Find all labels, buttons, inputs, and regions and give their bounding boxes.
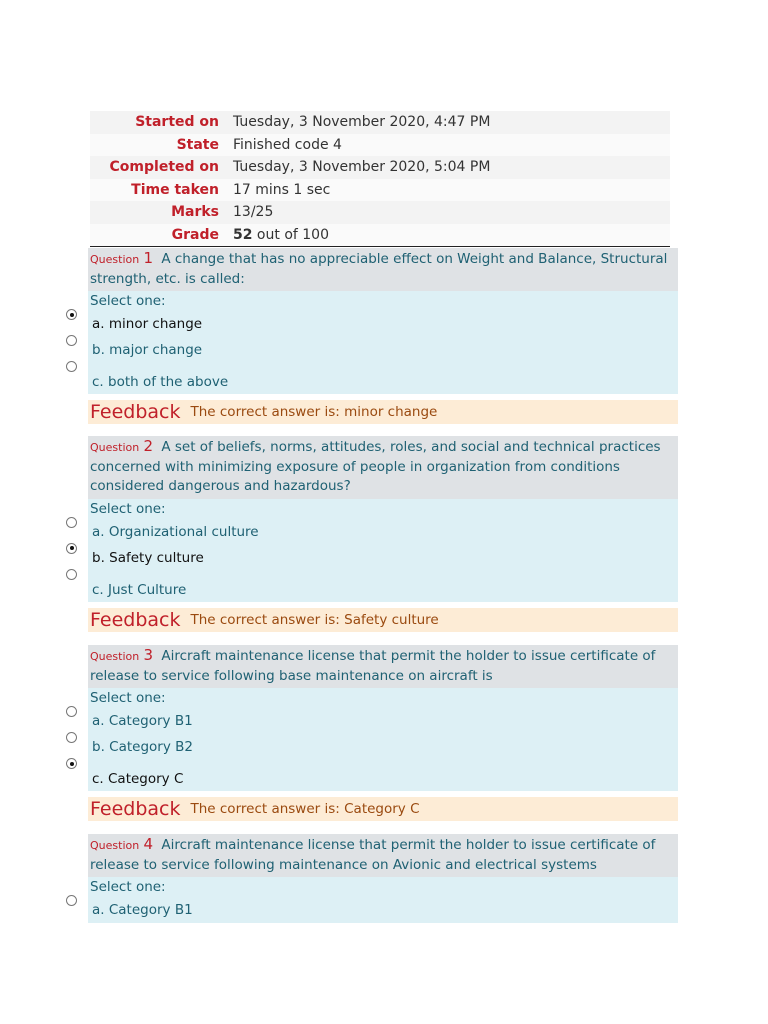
answer-option[interactable] bbox=[88, 759, 678, 790]
radio-icon[interactable] bbox=[66, 569, 77, 580]
feedback-box bbox=[88, 797, 678, 821]
grade-total: out of 100 bbox=[252, 226, 329, 243]
question-4 bbox=[67, 834, 678, 923]
answer-option-label[interactable]: c. Category C bbox=[92, 771, 184, 787]
answer-option[interactable] bbox=[88, 733, 678, 759]
question-text: Aircraft maintenance license that permit the holder to issue certificate of release to service following base maintenance on aircraft is bbox=[90, 648, 656, 684]
answer-block bbox=[88, 291, 678, 394]
question-text: A set of beliefs, norms, attitudes, roles, and social and technical practices concerned with minimizing exposure of people in organization from conditions considered dangerous and hazardous? bbox=[90, 439, 661, 494]
question-label: Question bbox=[90, 839, 140, 852]
question-number: 2 bbox=[143, 437, 154, 455]
grade-score: 52 bbox=[233, 226, 253, 243]
radio-selected-icon[interactable] bbox=[66, 309, 77, 320]
feedback-text: The correct answer is: Category C bbox=[190, 801, 420, 817]
question-text: A change that has no appreciable effect on Weight and Balance, Structural strength, etc. is called: bbox=[90, 251, 668, 287]
answer-option[interactable] bbox=[88, 570, 678, 601]
radio-selected-icon[interactable] bbox=[66, 758, 77, 769]
summary-value: Tuesday, 3 November 2020, 4:47 PM bbox=[233, 114, 491, 131]
attempt-summary-table bbox=[90, 111, 670, 247]
answer-option-label[interactable]: a. Category B1 bbox=[92, 902, 193, 918]
feedback-text: The correct answer is: Safety culture bbox=[190, 611, 439, 628]
question-header bbox=[88, 248, 678, 291]
summary-row-marks bbox=[90, 201, 670, 224]
answer-option[interactable] bbox=[88, 336, 678, 362]
feedback-title: Feedback bbox=[90, 401, 181, 423]
question-number: 3 bbox=[143, 646, 154, 664]
summary-label: Time taken bbox=[131, 181, 219, 198]
feedback-title: Feedback bbox=[90, 798, 181, 820]
summary-label: State bbox=[176, 136, 219, 153]
answer-block bbox=[88, 688, 678, 791]
radio-icon[interactable] bbox=[66, 732, 77, 743]
summary-row-started-on bbox=[90, 111, 670, 134]
question-1 bbox=[67, 248, 678, 424]
radio-icon[interactable] bbox=[66, 895, 77, 906]
question-header bbox=[88, 436, 678, 499]
question-header bbox=[88, 834, 678, 877]
question-label: Question bbox=[90, 650, 140, 663]
answer-option[interactable] bbox=[88, 707, 678, 733]
answer-block bbox=[88, 499, 678, 602]
answer-option-label[interactable]: b. Category B2 bbox=[92, 739, 193, 755]
select-one-label: Select one: bbox=[90, 500, 166, 517]
answer-option-label[interactable]: a. Category B1 bbox=[92, 713, 193, 729]
question-number: 1 bbox=[143, 249, 154, 267]
answer-option-label[interactable]: b. Safety culture bbox=[92, 549, 204, 566]
summary-label: Started on bbox=[135, 114, 219, 131]
feedback-box bbox=[88, 400, 678, 424]
answer-option-label[interactable]: c. Just Culture bbox=[92, 581, 187, 598]
answer-block bbox=[88, 877, 678, 923]
question-number: 4 bbox=[143, 835, 154, 853]
answer-option[interactable] bbox=[88, 518, 678, 544]
question-label: Question bbox=[90, 441, 140, 454]
summary-value: Finished code 4 bbox=[233, 136, 342, 153]
summary-row-state bbox=[90, 134, 670, 157]
summary-row-time-taken bbox=[90, 179, 670, 202]
answer-option[interactable] bbox=[88, 362, 678, 393]
question-label: Question bbox=[90, 253, 140, 266]
feedback-text: The correct answer is: minor change bbox=[190, 404, 438, 420]
radio-icon[interactable] bbox=[66, 706, 77, 717]
summary-label: Grade bbox=[171, 226, 219, 243]
answer-option[interactable] bbox=[88, 310, 678, 336]
summary-value: Tuesday, 3 November 2020, 5:04 PM bbox=[233, 159, 491, 176]
radio-icon[interactable] bbox=[66, 335, 77, 346]
question-2 bbox=[67, 436, 678, 632]
radio-selected-icon[interactable] bbox=[66, 543, 77, 554]
answer-option-label[interactable]: b. major change bbox=[92, 342, 203, 358]
answer-option-label[interactable]: a. Organizational culture bbox=[92, 523, 259, 540]
answer-option[interactable] bbox=[88, 544, 678, 570]
select-one-label: Select one: bbox=[90, 293, 166, 309]
radio-icon[interactable] bbox=[66, 361, 77, 372]
feedback-box bbox=[88, 608, 678, 632]
question-text: Aircraft maintenance license that permit the holder to issue certificate of release to service following maintenance on Avionic and electrical systems bbox=[90, 837, 656, 873]
select-one-label: Select one: bbox=[90, 690, 166, 706]
question-header bbox=[88, 645, 678, 688]
summary-row-completed-on bbox=[90, 156, 670, 179]
answer-option[interactable] bbox=[88, 896, 678, 922]
feedback-title: Feedback bbox=[90, 608, 181, 631]
summary-value bbox=[233, 227, 329, 243]
summary-label: Completed on bbox=[109, 159, 219, 176]
answer-option-label[interactable]: a. minor change bbox=[92, 316, 203, 332]
select-one-label: Select one: bbox=[90, 879, 166, 895]
radio-icon[interactable] bbox=[66, 517, 77, 528]
summary-value: 17 mins 1 sec bbox=[233, 181, 331, 198]
summary-value: 13/25 bbox=[233, 204, 274, 221]
summary-row-grade bbox=[90, 224, 670, 247]
question-3 bbox=[67, 645, 678, 821]
summary-label: Marks bbox=[171, 204, 219, 221]
answer-option-label[interactable]: c. both of the above bbox=[92, 374, 229, 390]
